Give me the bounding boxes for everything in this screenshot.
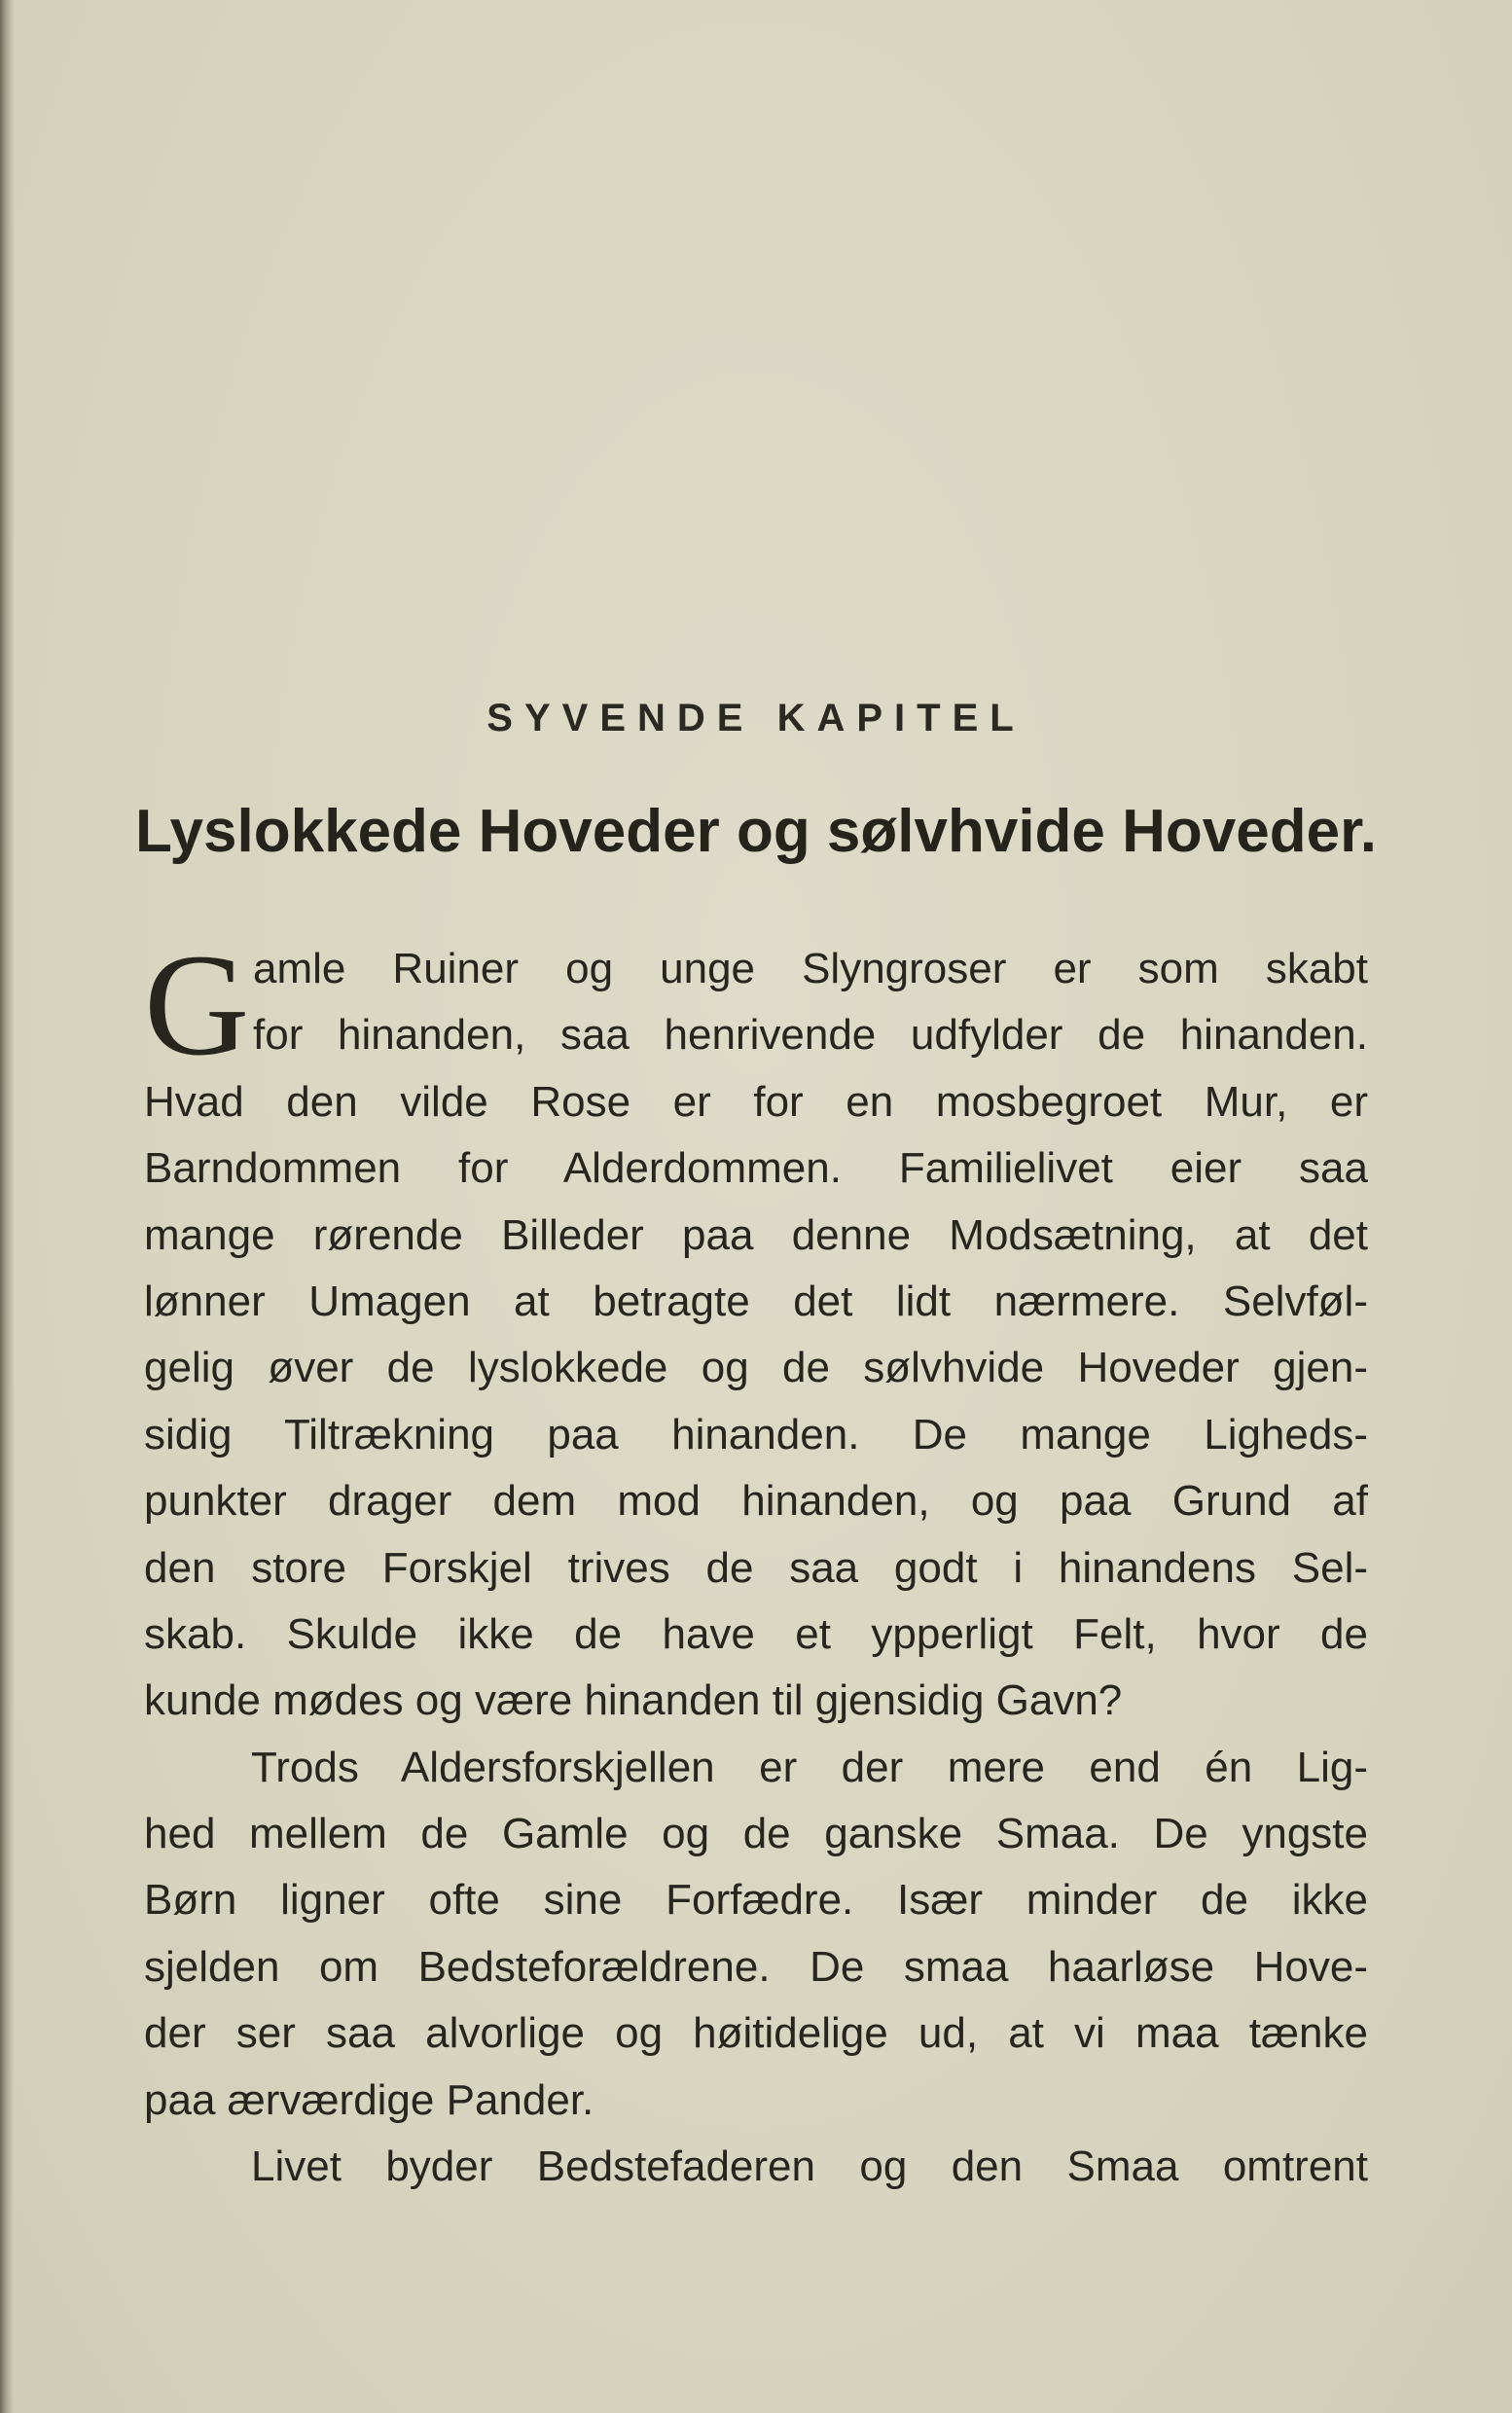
text-line: lønner Umagen at betragte det lidt nærmere. Selvføl-: [144, 1277, 1368, 1325]
text-line: Trods Aldersforskjellen er der mere end én Lig-: [251, 1743, 1368, 1791]
drop-cap: G: [144, 924, 250, 1086]
text-line: Hvad den vilde Rose er for en mosbegroet Mur, er: [144, 1077, 1368, 1126]
binding-edge: [0, 0, 14, 2413]
text-line: skab. Skulde ikke de have et ypperligt Felt, hvor de: [144, 1609, 1368, 1658]
text-line: mange rørende Billeder paa denne Modsætning, at det: [144, 1210, 1368, 1259]
text-line: gelig øver de lyslokkede og de sølvhvide Hoveder gjen-: [144, 1344, 1368, 1392]
text-line: hed mellem de Gamle og de ganske Smaa. De yngste: [144, 1810, 1368, 1858]
text-line: Livet byder Bedstefaderen og den Smaa omtrent: [251, 2143, 1368, 2191]
text-line: amle Ruiner og unge Slyngroser er som skabt: [253, 945, 1368, 992]
text-line: punkter drager dem mod hinanden, og paa Grund af: [144, 1477, 1368, 1526]
body-text: [144, 924, 1368, 2200]
text-line: paa ærværdige Pander.: [144, 2075, 594, 2124]
chapter-label: SYVENDE KAPITEL: [486, 697, 1026, 739]
text-line: kunde mødes og være hinanden til gjensidig Gavn?: [144, 1676, 1123, 1725]
text-line: Børn ligner ofte sine Forfædre. Især minder de ikke: [144, 1876, 1368, 1925]
text-line: den store Forskjel trives de saa godt i hinandens Sel-: [144, 1543, 1368, 1592]
text-line: der ser saa alvorlige og høitidelige ud, at vi maa tænke: [144, 2009, 1368, 2058]
text-line: for hinanden, saa henrivende udfylder de hinanden.: [253, 1011, 1368, 1060]
text-line: sjelden om Bedsteforældrene. De smaa haarløse Hove-: [144, 1942, 1368, 1991]
text-line: Barndommen for Alderdommen. Familielivet eier saa: [144, 1144, 1368, 1193]
chapter-title: Lyslokkede Hoveder og sølvhvide Hoveder.: [134, 798, 1378, 865]
text-line: sidig Tiltrækning paa hinanden. De mange Ligheds-: [144, 1410, 1368, 1459]
